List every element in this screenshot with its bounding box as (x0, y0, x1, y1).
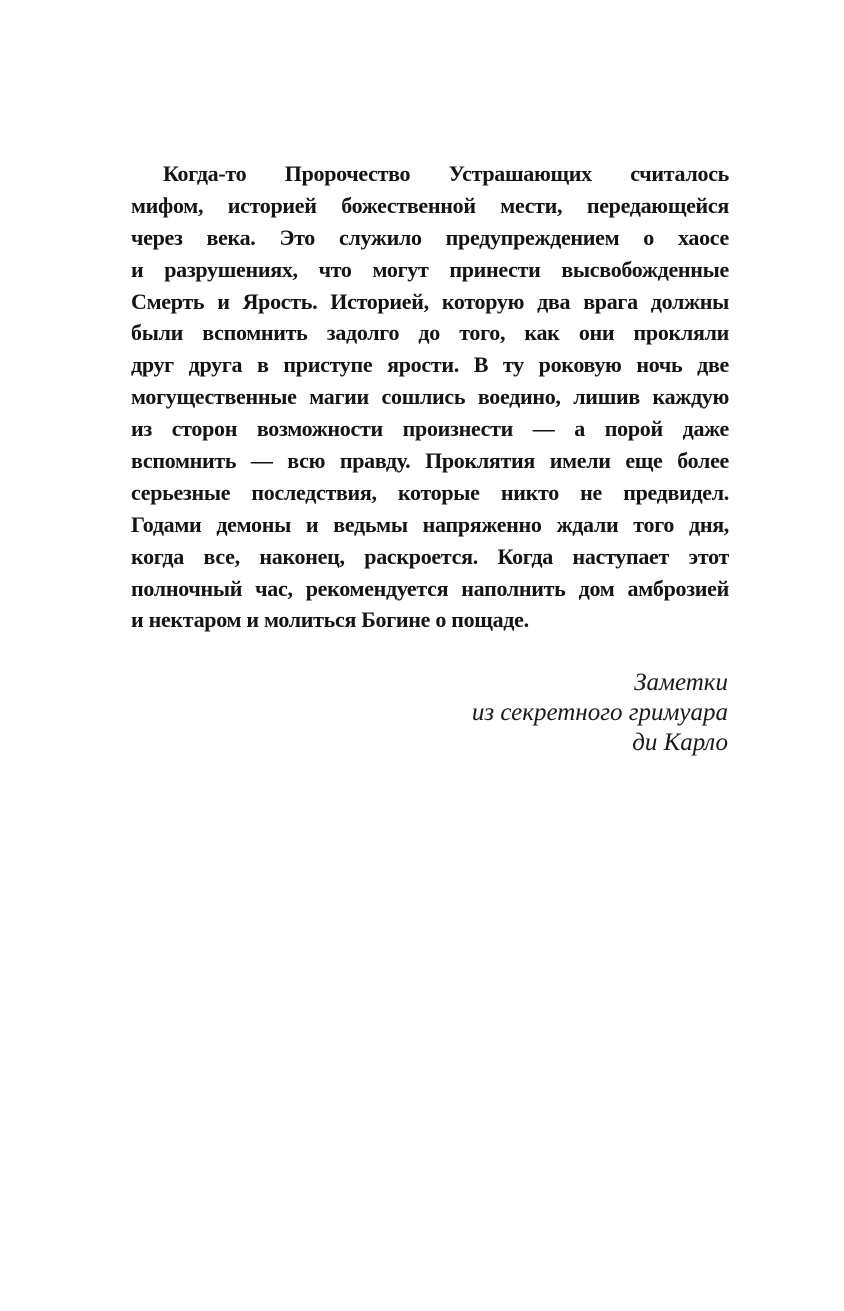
paragraph-line: были вспомнить задолго до того, как они прокляли (131, 320, 729, 346)
paragraph-line: могущественные магии сошлись воедино, лишив каждую (131, 384, 729, 410)
paragraph-line: Смерть и Ярость. Историей, которую два врага должны (131, 288, 729, 314)
paragraph-line: серьезные последствия, которые никто не предвидел. (131, 479, 729, 505)
paragraph-line: когда все, наконец, раскроется. Когда наступает этот (131, 543, 729, 569)
paragraph-line: Годами демоны и ведьмы напряженно ждали того дня, (131, 511, 729, 537)
paragraph-line: Когда-то Пророчество Устрашающих считалось (163, 161, 729, 186)
paragraph-line: мифом, историей божественной мести, передающейся (131, 192, 729, 218)
paragraph-line: полночный час, рекомендуется наполнить дом амброзией (131, 575, 729, 601)
signature-line: из секретного гримуара (471, 699, 728, 726)
paragraph-line: из сторон возможности произнести — а порой даже (131, 416, 729, 442)
signature-line: ди Карло (632, 729, 728, 756)
paragraph-line: вспомнить — всю правду. Проклятия имели еще более (131, 448, 729, 474)
signature-line: Заметки (634, 669, 728, 696)
paragraph-line: и нектаром и молиться Богине о пощаде. (131, 607, 529, 633)
paragraph-line: и разрушениях, что могут принести высвобожденные (131, 256, 729, 282)
paragraph-line: друг друга в приступе ярости. В ту роковую ночь две (131, 352, 729, 378)
body-paragraph (131, 158, 729, 636)
signature (472, 668, 728, 758)
paragraph-line: через века. Это служило предупреждением о хаосе (131, 224, 729, 250)
